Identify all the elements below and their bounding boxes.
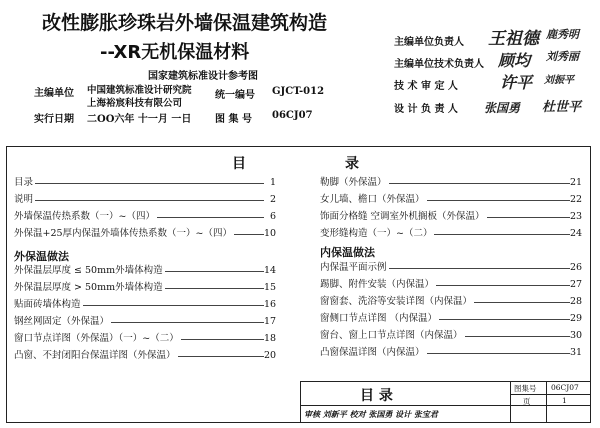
toc-entry[interactable] (14, 350, 276, 362)
toc-entry-label: 窗侧口节点详图 （内保温） (320, 313, 438, 324)
toc-entry[interactable] (14, 177, 276, 189)
toc-entry-page: 10 (264, 228, 277, 239)
toc-entry[interactable] (14, 282, 276, 294)
toc-entry[interactable] (320, 262, 582, 274)
org-label: 主编单位 (34, 88, 74, 99)
toc-entry-label: 外墙保温传热系数（一）~（四） (14, 211, 155, 222)
toc-entry-label: 贴面砖墙体构造 (14, 299, 81, 310)
title-line2: --XR无机保温材料 (100, 42, 250, 63)
org-name1: 中国建筑标准设计研究院 (87, 85, 192, 96)
toc-entry-label: 勒脚（外保温） (320, 177, 387, 188)
signature-4: 张国勇 (484, 101, 521, 115)
toc-entry-page: 16 (264, 299, 277, 310)
date-label: 实行日期 (34, 114, 74, 125)
approval-role-4: 设 计 负 责 人 (394, 104, 458, 115)
toc-entry-label: 女儿墙、檐口（外保温） (320, 194, 425, 205)
toc-entry[interactable] (320, 313, 582, 325)
toc-entry-label: 外保温+25厚内保温外墙体传热系数（一）~（四） (14, 228, 233, 239)
toc-entry-page: 18 (264, 333, 277, 344)
title-block-atlas-value: 06CJ07 (551, 383, 579, 392)
toc-entry-page: 1 (269, 177, 276, 188)
title-block-divider (510, 394, 590, 395)
toc-entry-page: 20 (264, 350, 277, 361)
org-name2: 上海裕宸科技有限公司 (87, 98, 183, 109)
toc-heading-right: 录 (345, 156, 359, 172)
toc-entry-label: 变形缝构造（一）~（二） (320, 228, 433, 239)
toc-entry-label: 窗台、窗上口节点详图（内保温） (320, 330, 463, 341)
toc-entry-page: 22 (570, 194, 583, 205)
title-block-page-label: 页 (523, 397, 531, 406)
toc-entry-label: 内保温平面示例 (320, 262, 387, 273)
approval-role-1: 主编单位负责人 (394, 37, 464, 48)
section-heading-exterior: 外保温做法 (14, 250, 69, 263)
toc-entry[interactable] (14, 194, 276, 206)
toc-entry-label: 说明 (14, 194, 34, 205)
toc-entry[interactable] (14, 265, 276, 277)
signature-3b: 刘振平 (544, 75, 574, 86)
toc-entry-page: 15 (264, 282, 277, 293)
toc-entry-label: 饰面分格缝 空调室外机搁板（外保温） (320, 211, 485, 222)
toc-entry-page: 29 (570, 313, 583, 324)
signature-2: 顾均 (498, 51, 531, 70)
toc-entry-page: 6 (269, 211, 276, 222)
toc-entry-label: 窗窗套、洗浴等安装详图（内保温） (320, 296, 473, 307)
toc-entry[interactable] (320, 279, 582, 291)
toc-entry-page: 2 (269, 194, 276, 205)
title-line1: 改性膨胀珍珠岩外墙保温建筑构造 (42, 12, 328, 34)
toc-entry[interactable] (320, 228, 582, 240)
toc-entry-page: 30 (570, 330, 583, 341)
toc-entry-label: 目录 (14, 177, 34, 188)
toc-entry-page: 28 (570, 296, 583, 307)
code-label: 统一编号 (215, 90, 255, 101)
toc-heading-left: 目 (232, 156, 246, 172)
signature-4b: 杜世平 (542, 100, 582, 115)
leader-line (14, 183, 264, 184)
toc-entry[interactable] (14, 228, 276, 240)
toc-entry[interactable] (320, 347, 582, 359)
section-heading-interior: 内保温做法 (320, 246, 375, 259)
toc-entry-page: 26 (570, 262, 583, 273)
toc-entry[interactable] (320, 330, 582, 342)
signature-2b: 刘秀丽 (546, 50, 579, 63)
leader-line (14, 200, 264, 201)
toc-entry-label: 凸窗保温详图（内保温） (320, 347, 425, 358)
toc-entry[interactable] (320, 194, 582, 206)
toc-entry-page: 14 (264, 265, 277, 276)
title-block-signatures: 审核 刘新平 校对 张国勇 设计 张宝君 (304, 409, 438, 419)
toc-entry[interactable] (320, 296, 582, 308)
toc-entry-page: 21 (570, 177, 583, 188)
toc-entry-page: 27 (570, 279, 583, 290)
title-block-divider (546, 382, 547, 422)
subtitle: 国家建筑标准设计参考图 (148, 71, 258, 82)
toc-entry[interactable] (14, 299, 276, 311)
toc-entry[interactable] (320, 211, 582, 223)
toc-entry[interactable] (14, 211, 276, 223)
toc-entry[interactable] (320, 177, 582, 189)
toc-entry-label: 外保温层厚度 ≤ 50mm外墙体构造 (14, 265, 163, 276)
title-block-page-value: 1 (562, 396, 567, 405)
toc-entry-page: 31 (570, 347, 583, 358)
toc-entry-page: 23 (570, 211, 583, 222)
toc-entry-label: 窗口节点详图（外保温）（一）~（二） (14, 333, 179, 344)
toc-entry[interactable] (14, 316, 276, 328)
title-block-title: 目 录 (360, 388, 393, 404)
toc-entry-label: 踢脚、附件安装（内保温） (320, 279, 435, 290)
code-value: GJCT-012 (272, 86, 325, 97)
signature-1: 王祖德 (488, 29, 539, 49)
approval-role-3: 技 术 审 定 人 (394, 81, 458, 92)
toc-entry-label: 外保温层厚度 > 50mm外墙体构造 (14, 282, 163, 293)
approval-role-2: 主编单位技术负责人 (394, 59, 484, 70)
title-block-atlas-label: 图集号 (514, 384, 537, 393)
title-block-divider (510, 382, 511, 422)
atlas-label: 图 集 号 (215, 114, 252, 125)
toc-entry-label: 钢丝网固定（外保温） (14, 316, 110, 327)
atlas-value: 06CJ07 (272, 110, 313, 121)
toc-entry-page: 17 (264, 316, 277, 327)
date-value: 二OO六年 十一月 一日 (87, 114, 192, 125)
toc-entry-label: 凸窗、不封闭阳台保温详图（外保温） (14, 350, 176, 361)
toc-entry-page: 24 (570, 228, 583, 239)
signature-1b: 鹿秀明 (546, 28, 579, 41)
toc-entry[interactable] (14, 333, 276, 345)
signature-3: 许平 (500, 73, 533, 92)
